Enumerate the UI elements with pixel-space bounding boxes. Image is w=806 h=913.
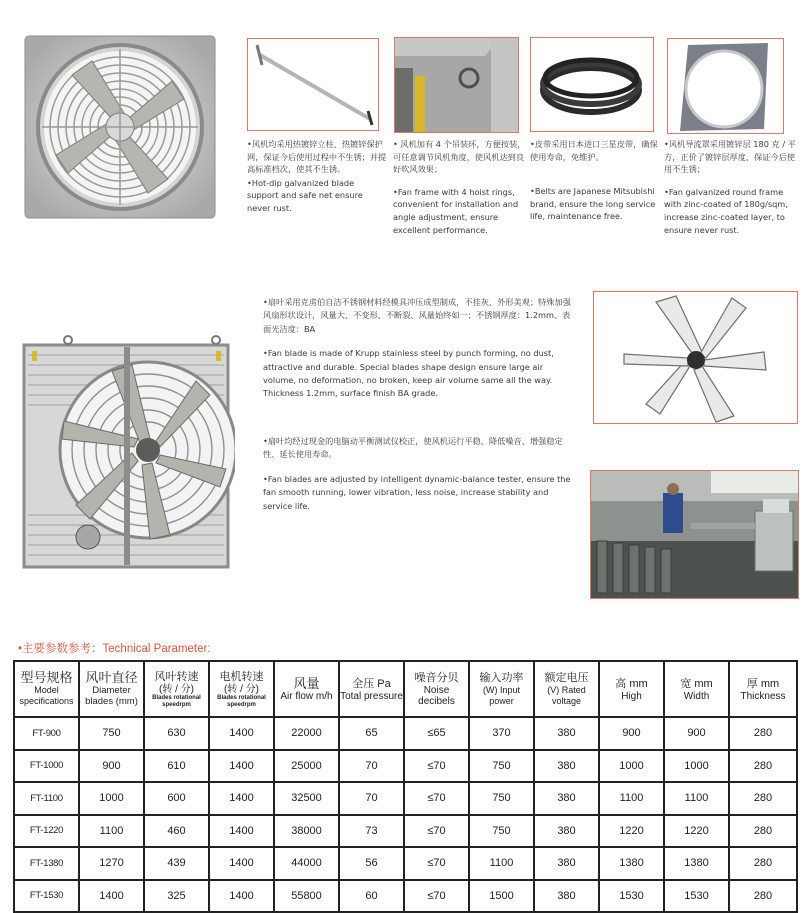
table-row <box>14 880 797 913</box>
fan-image-small <box>22 33 218 221</box>
header-zh: 风叶转速 <box>154 671 199 683</box>
technical-parameter-table <box>13 660 798 913</box>
cell-model: FT-1220 <box>14 815 79 848</box>
cell-model: FT-900 <box>14 717 79 750</box>
header-en: Air flow m/h <box>280 690 333 702</box>
cell-pressure: 56 <box>339 847 404 880</box>
header-zh: 输入功率 <box>479 672 524 684</box>
cell-thickness: 280 <box>729 815 797 848</box>
fan-image-large <box>20 335 235 575</box>
feature-caption-2 <box>393 138 529 246</box>
header-en: Diameter blades (mm) <box>85 685 138 707</box>
header-zh: 厚 mm <box>746 677 780 690</box>
cell-noise: ≤70 <box>404 847 469 880</box>
header-blade-speed <box>144 661 209 717</box>
cell-diameter: 900 <box>79 750 144 783</box>
feature-zh: •皮带采用日本进口三星皮带，确保使用寿命，免维护。 <box>530 139 658 162</box>
header-en: (V) Rated voltage <box>547 685 586 706</box>
header-air-flow <box>274 661 339 717</box>
header-input-power <box>469 661 534 717</box>
cell-thickness: 280 <box>729 717 797 750</box>
technical-parameter-title: •主要参数参考：Technical Parameter: <box>18 643 211 655</box>
header-en: High <box>621 690 642 702</box>
cell-motor-speed: 1400 <box>209 815 274 848</box>
support-rod-photo <box>247 38 379 131</box>
cell-input-power: 750 <box>469 815 534 848</box>
table-row <box>14 782 797 815</box>
cell-noise: ≤70 <box>404 815 469 848</box>
cell-input-power: 1100 <box>469 847 534 880</box>
table-row <box>14 815 797 848</box>
header-en: Total pressure <box>340 690 403 702</box>
cell-blade-speed: 600 <box>144 782 209 815</box>
belt-photo <box>530 37 654 132</box>
blade-balance-zh: •扇叶均经过现金的电脑动平衡测试仪校正，使风机运行平稳、降低噪音、增强稳定性、延长使用寿命。 <box>263 436 563 460</box>
table-body <box>14 717 797 912</box>
blade-balance-en: •Fan blades are adjusted by intelligent dynamic-balance tester, ensure the fan smooth running, lower vibration, less noise, increase stability and service life. <box>263 473 571 511</box>
cell-thickness: 280 <box>729 782 797 815</box>
cell-width: 1000 <box>664 750 729 783</box>
header-en: (转 / 分) <box>159 684 194 695</box>
feature-zh: • 风机加有 4 个吊装环，方便按装，可任意调节风机角度，使风机达到良好吹风效果； <box>393 139 526 175</box>
cell-pressure: 65 <box>339 717 404 750</box>
header-small: Blades rotational speedrpm <box>217 695 266 708</box>
header-en: (W) Input power <box>482 685 520 706</box>
feature-caption-4 <box>664 138 802 246</box>
header-en: Thickness <box>740 690 786 702</box>
balance-tester-photo <box>590 470 799 599</box>
cell-rated-voltage: 380 <box>534 750 599 783</box>
cell-pressure: 70 <box>339 782 404 815</box>
cell-diameter: 750 <box>79 717 144 750</box>
blade-material-en: •Fan blade is made of Krupp stainless steel by punch forming, no dust, attractive and durable. Special blades shape design ensure large air volume, no deformation, no broken, keep air volume same all the way. Thickness 1.2mm, surface finish BA grade. <box>263 348 554 399</box>
cell-pressure: 60 <box>339 880 404 913</box>
round-frame-photo <box>667 38 784 134</box>
cell-rated-voltage: 380 <box>534 815 599 848</box>
header-noise <box>404 661 469 717</box>
header-zh: 额定电压 <box>544 672 589 684</box>
cell-height: 1000 <box>599 750 664 783</box>
cell-input-power: 750 <box>469 782 534 815</box>
cell-width: 1220 <box>664 815 729 848</box>
cell-input-power: 750 <box>469 750 534 783</box>
feature-en: •Fan galvanized round frame with zinc-coated of 180g/sqm, increase zinc-coated layer, to ensure never rust. <box>664 186 788 235</box>
cell-pressure: 73 <box>339 815 404 848</box>
cell-rated-voltage: 380 <box>534 880 599 913</box>
hoist-ring-photo <box>394 37 519 133</box>
header-diameter <box>79 661 144 717</box>
cell-noise: ≤65 <box>404 717 469 750</box>
blade-balance-description <box>263 435 578 522</box>
header-en: Width <box>683 690 710 702</box>
cell-air-flow: 55800 <box>274 880 339 913</box>
cell-model: FT-1000 <box>14 750 79 783</box>
cell-noise: ≤70 <box>404 750 469 783</box>
cell-pressure: 70 <box>339 750 404 783</box>
header-zh: 噪音分贝 <box>414 672 459 684</box>
cell-motor-speed: 1400 <box>209 750 274 783</box>
cell-rated-voltage: 380 <box>534 717 599 750</box>
cell-height: 900 <box>599 717 664 750</box>
cell-input-power: 370 <box>469 717 534 750</box>
cell-air-flow: 44000 <box>274 847 339 880</box>
header-en: Noise decibels <box>418 685 455 707</box>
cell-blade-speed: 610 <box>144 750 209 783</box>
header-zh: 风量 <box>293 675 320 691</box>
feature-en: •Belts are Japanese Mitsubishi brand, ensure the long service life, maintenance free. <box>530 186 656 222</box>
cell-rated-voltage: 380 <box>534 782 599 815</box>
header-height <box>599 661 664 717</box>
cell-air-flow: 25000 <box>274 750 339 783</box>
blade-material-description <box>263 296 578 410</box>
cell-air-flow: 32500 <box>274 782 339 815</box>
table-row <box>14 750 797 783</box>
feature-zh: •风机导流罩采用镀锌层 180 克 / 平方，正价了镀锌层厚度，保证今后使用不生锈； <box>664 139 796 175</box>
cell-motor-speed: 1400 <box>209 717 274 750</box>
cell-width: 1380 <box>664 847 729 880</box>
cell-motor-speed: 1400 <box>209 782 274 815</box>
header-thickness <box>729 661 797 717</box>
header-motor-speed <box>209 661 274 717</box>
cell-thickness: 280 <box>729 880 797 913</box>
cell-motor-speed: 1400 <box>209 847 274 880</box>
blade-material-zh: •扇叶采用克虏伯自洁不锈钢材料经模具冲压成型制成，不挂灰、外形美观；特殊加强风扇形状设计，风量大、不变形、不断裂、风量始终如一；不锈钢厚度：1.2mm、表面光洁度：BA <box>263 297 571 334</box>
cell-thickness: 280 <box>729 847 797 880</box>
cell-blade-speed: 460 <box>144 815 209 848</box>
header-zh: 全压 Pa <box>352 677 391 690</box>
feature-caption-1 <box>247 138 387 225</box>
cell-diameter: 1400 <box>79 880 144 913</box>
feature-caption-3 <box>530 138 662 233</box>
header-zh: 风叶直径 <box>85 670 138 685</box>
cell-model: FT-1530 <box>14 880 79 913</box>
header-zh: 高 mm <box>615 677 648 690</box>
table-row <box>14 717 797 750</box>
cell-width: 1100 <box>664 782 729 815</box>
cell-blade-speed: 630 <box>144 717 209 750</box>
cell-model: FT-1380 <box>14 847 79 880</box>
cell-diameter: 1000 <box>79 782 144 815</box>
cell-motor-speed: 1400 <box>209 880 274 913</box>
table-row <box>14 847 797 880</box>
feature-en: •Hot-dip galvanized blade support and safe net ensure never rust. <box>247 177 363 213</box>
cell-width: 1530 <box>664 880 729 913</box>
cell-input-power: 1500 <box>469 880 534 913</box>
cell-height: 1530 <box>599 880 664 913</box>
cell-height: 1220 <box>599 815 664 848</box>
feature-zh: •风机均采用热镀锌立柱、热镀锌保护网，保证今后使用过程中不生锈；并提高标准档次，使其不生锈。 <box>247 139 387 175</box>
cell-model: FT-1100 <box>14 782 79 815</box>
header-width <box>664 661 729 717</box>
cell-air-flow: 38000 <box>274 815 339 848</box>
cell-blade-speed: 439 <box>144 847 209 880</box>
cell-height: 1380 <box>599 847 664 880</box>
cell-noise: ≤70 <box>404 880 469 913</box>
cell-noise: ≤70 <box>404 782 469 815</box>
header-pressure <box>339 661 404 717</box>
header-small: Blades rotational speedrpm <box>152 695 201 708</box>
cell-rated-voltage: 380 <box>534 847 599 880</box>
cell-width: 900 <box>664 717 729 750</box>
table-header-row <box>14 661 797 717</box>
header-zh: 宽 mm <box>680 677 713 690</box>
header-model <box>14 661 79 717</box>
cell-thickness: 280 <box>729 750 797 783</box>
header-zh: 型号规格 <box>20 670 73 685</box>
blade-photo <box>593 291 798 424</box>
header-en: (转 / 分) <box>224 684 259 695</box>
cell-diameter: 1100 <box>79 815 144 848</box>
cell-air-flow: 22000 <box>274 717 339 750</box>
cell-diameter: 1270 <box>79 847 144 880</box>
header-rated-voltage <box>534 661 599 717</box>
cell-blade-speed: 325 <box>144 880 209 913</box>
feature-en: •Fan frame with 4 hoist rings, convenient for installation and angle adjustment, ensure excellent performance. <box>393 186 519 235</box>
cell-height: 1100 <box>599 782 664 815</box>
header-en: Model specifications <box>19 685 74 706</box>
header-zh: 电机转速 <box>219 671 264 683</box>
